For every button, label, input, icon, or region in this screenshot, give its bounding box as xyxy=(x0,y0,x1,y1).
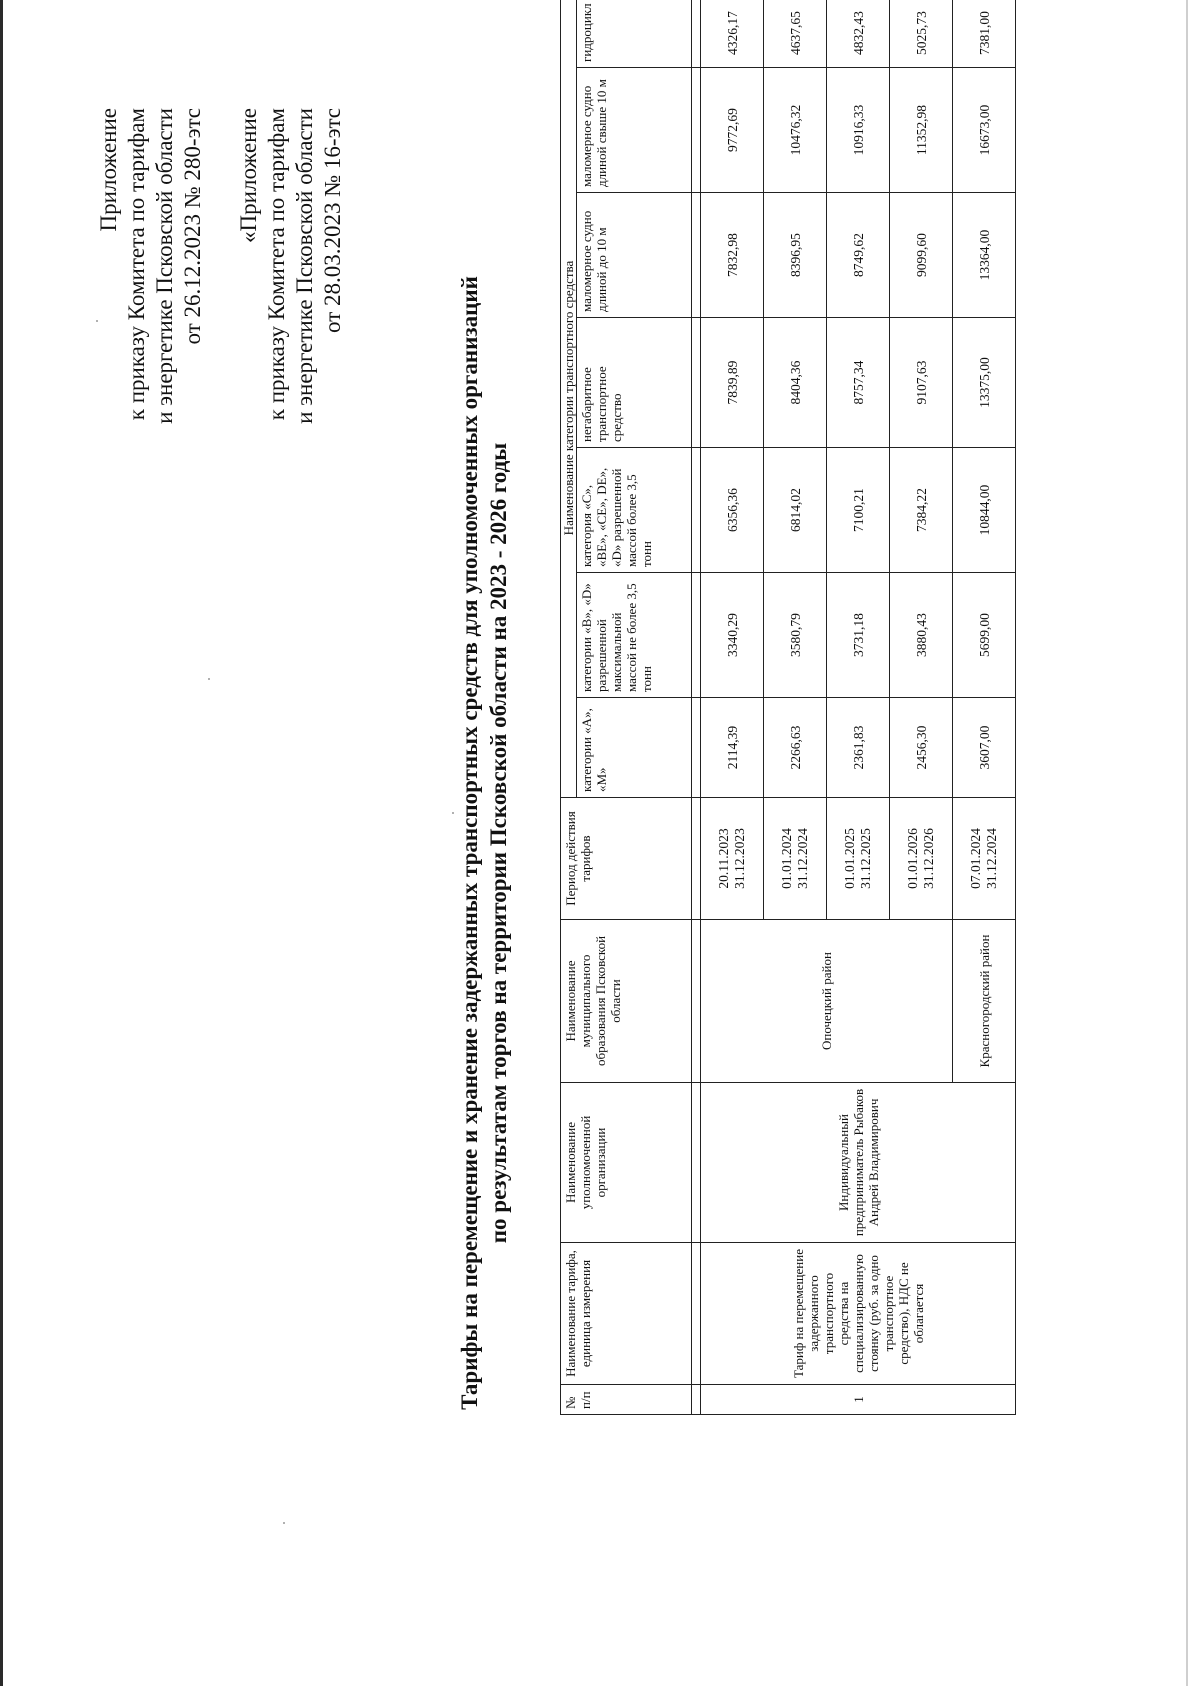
appendix-line: от 28.03.2023 № 16-этс xyxy=(320,108,345,334)
appendix-heading xyxy=(95,108,347,808)
tariff-value: 7381,00 xyxy=(953,0,1016,68)
title-line: Тарифы на перемещение и хранение задержанных транспортных средств для уполномоченных организаций xyxy=(457,276,482,1410)
tariff-value: 4326,17 xyxy=(701,0,764,68)
header-category: категории «А», «М» xyxy=(577,698,692,798)
period-cell: 01.01.2026 31.12.2026 xyxy=(890,798,953,920)
tariff-value: 6356,36 xyxy=(701,448,764,573)
appendix-line: «Приложение xyxy=(236,108,261,243)
table-row xyxy=(701,0,764,1415)
tariff-value: 4832,43 xyxy=(827,0,890,68)
tariff-value: 7100,21 xyxy=(827,448,890,573)
tariff-description: Тариф на перемещение задержанного транспортного средства на специализированную стоянку (руб. за одно транспортное средство), НДС не облагается xyxy=(701,1243,1016,1385)
tariff-value: 6814,02 xyxy=(764,448,827,573)
tariff-value: 5025,73 xyxy=(890,0,953,68)
tariff-value: 8749,62 xyxy=(827,193,890,318)
tariff-value: 2266,63 xyxy=(764,698,827,798)
tariff-value: 2456,30 xyxy=(890,698,953,798)
tariff-value: 10844,00 xyxy=(953,448,1016,573)
tariff-value: 2114,39 xyxy=(701,698,764,798)
tariff-value: 7384,22 xyxy=(890,448,953,573)
appendix-line: и энергетике Псковской области xyxy=(292,108,317,424)
appendix-line: к приказу Комитета по тарифам xyxy=(124,108,149,421)
organization-name: Индивидуальный предприниматель Рыбаков Андрей Владимирович xyxy=(701,1083,1016,1243)
header-period: Период действия тарифов xyxy=(561,798,692,920)
header-num: № п/п xyxy=(561,1385,692,1415)
tariff-value: 9107,63 xyxy=(890,318,953,448)
appendix-line: Приложение xyxy=(96,108,121,232)
tariff-value: 3607,00 xyxy=(953,698,1016,798)
header-org-name: Наименование уполномоченной организации xyxy=(561,1083,692,1243)
tariff-value: 2361,83 xyxy=(827,698,890,798)
period-cell: 07.01.2024 31.12.2024 xyxy=(953,798,1016,920)
tariff-value: 5699,00 xyxy=(953,573,1016,698)
tariff-value: 13375,00 xyxy=(953,318,1016,448)
municipality-name: Опочецкий район xyxy=(701,920,953,1083)
tariff-value: 3580,79 xyxy=(764,573,827,698)
tariff-value: 13364,00 xyxy=(953,193,1016,318)
tariff-value: 7839,89 xyxy=(701,318,764,448)
appendix-line: от 26.12.2023 № 280-этс xyxy=(180,108,205,345)
tariff-value: 10476,32 xyxy=(764,68,827,193)
tariff-value: 4637,65 xyxy=(764,0,827,68)
tariff-value: 9099,60 xyxy=(890,193,953,318)
row-number: 1 xyxy=(701,1385,1016,1415)
tariff-value: 8404,36 xyxy=(764,318,827,448)
header-tariff-name: Наименование тарифа, единица измерения xyxy=(561,1243,692,1385)
header-municipality: Наименование муниципального образования Псковской области xyxy=(561,920,692,1083)
tariff-value: 3731,18 xyxy=(827,573,890,698)
period-cell: 20.11.2023 31.12.2023 xyxy=(701,798,764,920)
tariff-value: 9772,69 xyxy=(701,68,764,193)
title-line: по результатам торгов на территории Псковской области на 2023 - 2026 годы xyxy=(486,442,511,1244)
tariff-value: 10916,33 xyxy=(827,68,890,193)
header-category: маломерное судно длиной свыше 10 м xyxy=(577,68,692,193)
tariff-value: 8757,34 xyxy=(827,318,890,448)
tariff-value: 7832,98 xyxy=(701,193,764,318)
period-cell: 01.01.2024 31.12.2024 xyxy=(764,798,827,920)
numbering-row xyxy=(692,0,701,1415)
tariff-value: 3880,43 xyxy=(890,573,953,698)
appendix-line: и энергетике Псковской области xyxy=(152,108,177,424)
header-category: категория «С», «ВЕ», «СЕ», DE», «D» разрешенной массой более 3,5 тонн xyxy=(577,448,692,573)
tariff-value: 8396,95 xyxy=(764,193,827,318)
period-cell: 01.01.2025 31.12.2025 xyxy=(827,798,890,920)
tariff-table xyxy=(560,0,1016,1415)
municipality-name: Красногородский район xyxy=(953,920,1016,1083)
tariff-value: 11352,98 xyxy=(890,68,953,193)
tariff-value: 16673,00 xyxy=(953,68,1016,193)
header-category: негабаритное транспортное средство xyxy=(577,318,692,448)
header-category: категории «В», «D» разрешенной максимальной массой не более 3,5 тонн xyxy=(577,573,692,698)
header-category: маломерное судно длиной до 10 м xyxy=(577,193,692,318)
header-row-group xyxy=(561,0,577,1415)
document-title xyxy=(455,0,513,1686)
tariff-value: 3340,29 xyxy=(701,573,764,698)
appendix-line: к приказу Комитета по тарифам xyxy=(264,108,289,421)
header-category: гидроцикл xyxy=(577,0,692,68)
header-vehicle-group: Наименование категории транспортного средства xyxy=(561,0,577,798)
